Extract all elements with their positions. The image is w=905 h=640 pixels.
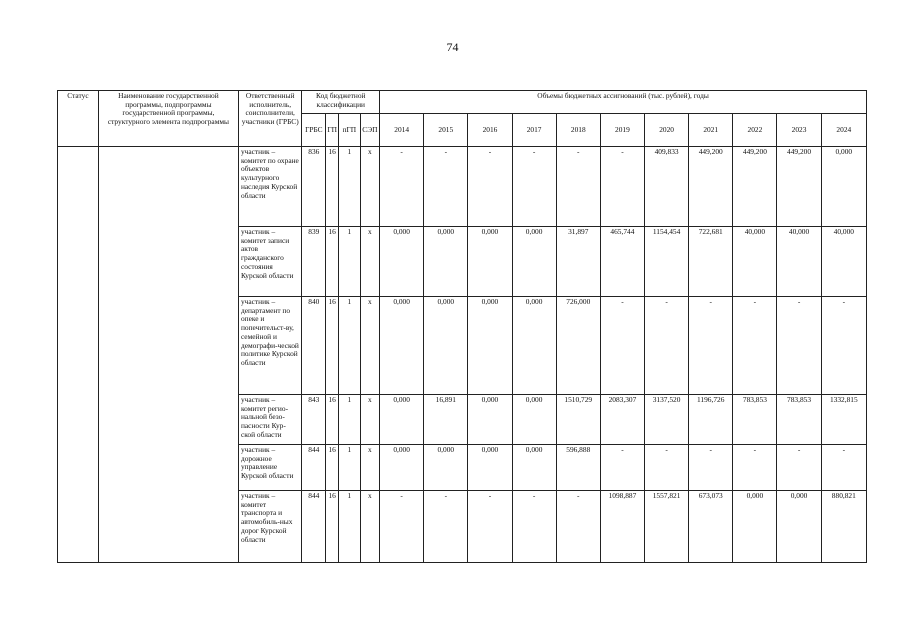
value-cell: 0,000 [512,297,556,395]
value-cell: 0,000 [512,445,556,491]
value-cell: - [645,297,689,395]
value-cell: 0,000 [380,297,424,395]
header-code-col: пГП [339,114,361,147]
value-cell: 449,200 [733,147,777,227]
header-budget-code: Код бюджетной классификации [302,91,380,114]
value-cell: 0,000 [777,491,821,563]
table-row [58,147,867,227]
value-cell: - [777,297,821,395]
value-cell: 16,891 [424,395,468,445]
value-cell: - [821,297,866,395]
value-cell: - [733,445,777,491]
value-cell: 880,821 [821,491,866,563]
header-row-1 [58,91,867,114]
code-cell: 16 [326,227,339,297]
code-cell: 16 [326,491,339,563]
header-year: 2017 [512,114,556,147]
value-cell: - [600,445,644,491]
value-cell: 0,000 [424,227,468,297]
header-code-col: СЭП [360,114,379,147]
header-year: 2023 [777,114,821,147]
value-cell: 0,000 [380,395,424,445]
value-cell: 1154,454 [645,227,689,297]
value-cell: 0,000 [512,227,556,297]
code-cell: 16 [326,395,339,445]
value-cell: 0,000 [468,297,512,395]
code-cell: х [360,491,379,563]
header-year: 2024 [821,114,866,147]
executor-cell: участник – комитет транспорта и автомобиль-ных дорог Курской области [238,491,302,563]
value-cell: 0,000 [468,395,512,445]
value-cell: 0,000 [424,445,468,491]
value-cell: - [777,445,821,491]
code-cell: 1 [339,227,361,297]
value-cell: 0,000 [468,227,512,297]
code-cell: х [360,297,379,395]
value-cell: 449,200 [777,147,821,227]
header-budget-volume: Объемы бюджетных ассигнований (тыс. рублей), годы [380,91,867,114]
table-body [58,147,867,563]
header-program-name: Наименование государственной программы, подпрограммы государственной программы, структурного элемента подпрограммы [98,91,238,147]
code-cell: 844 [302,445,326,491]
executor-cell: участник – дорожное управление Курской области [238,445,302,491]
code-cell: 16 [326,297,339,395]
value-cell: - [600,297,644,395]
value-cell: - [380,147,424,227]
code-cell: х [360,227,379,297]
code-cell: 1 [339,147,361,227]
value-cell: - [645,445,689,491]
value-cell: 1332,815 [821,395,866,445]
value-cell: 722,681 [689,227,733,297]
code-cell: х [360,395,379,445]
code-cell: 844 [302,491,326,563]
header-year: 2019 [600,114,644,147]
value-cell: - [556,147,600,227]
program-name-cell [98,147,238,563]
header-year: 2016 [468,114,512,147]
value-cell: 0,000 [821,147,866,227]
value-cell: 40,000 [821,227,866,297]
value-cell: 465,744 [600,227,644,297]
value-cell: 0,000 [380,227,424,297]
value-cell: - [600,147,644,227]
header-year: 2018 [556,114,600,147]
header-year: 2022 [733,114,777,147]
code-cell: 1 [339,297,361,395]
header-executor: Ответственный исполнитель, соисполнители, участники (ГРБС) [238,91,302,147]
value-cell: 0,000 [424,297,468,395]
value-cell: 0,000 [733,491,777,563]
header-year: 2021 [689,114,733,147]
value-cell: 2083,307 [600,395,644,445]
value-cell: 1196,726 [689,395,733,445]
code-cell: 1 [339,395,361,445]
value-cell: 783,853 [733,395,777,445]
page-number: 74 [446,40,459,54]
budget-allocation-table [57,90,867,563]
value-cell: 40,000 [777,227,821,297]
value-cell: 783,853 [777,395,821,445]
value-cell: - [424,147,468,227]
value-cell: - [556,491,600,563]
value-cell: 1557,821 [645,491,689,563]
value-cell: 726,000 [556,297,600,395]
code-cell: 16 [326,445,339,491]
value-cell: 31,897 [556,227,600,297]
value-cell: 409,833 [645,147,689,227]
value-cell: - [689,297,733,395]
code-cell: 16 [326,147,339,227]
value-cell: - [512,147,556,227]
value-cell: 449,200 [689,147,733,227]
code-cell: 1 [339,491,361,563]
value-cell: - [689,445,733,491]
value-cell: 0,000 [468,445,512,491]
code-cell: 843 [302,395,326,445]
value-cell: 596,888 [556,445,600,491]
value-cell: 0,000 [380,445,424,491]
status-cell [58,147,99,563]
header-code-col: ГП [326,114,339,147]
header-code-col: ГРБС [302,114,326,147]
code-cell: х [360,147,379,227]
code-cell: 840 [302,297,326,395]
executor-cell: участник – комитет по охране объектов культурного наследия Курской области [238,147,302,227]
executor-cell: участник – департамент по опеке и попечительст-ву, семейной и демографи-ческой политике Курской области [238,297,302,395]
value-cell: - [468,147,512,227]
header-year: 2020 [645,114,689,147]
header-year: 2015 [424,114,468,147]
value-cell: 0,000 [512,395,556,445]
value-cell: - [380,491,424,563]
value-cell: - [424,491,468,563]
value-cell: 1510,729 [556,395,600,445]
header-status: Статус [58,91,99,147]
executor-cell: участник – комитет регио-нальной безо-пасности Кур-ской области [238,395,302,445]
value-cell: - [733,297,777,395]
code-cell: 836 [302,147,326,227]
value-cell: - [821,445,866,491]
value-cell: 3137,520 [645,395,689,445]
header-year: 2014 [380,114,424,147]
value-cell: - [468,491,512,563]
code-cell: х [360,445,379,491]
code-cell: 839 [302,227,326,297]
value-cell: 1098,887 [600,491,644,563]
value-cell: 40,000 [733,227,777,297]
value-cell: - [512,491,556,563]
executor-cell: участник – комитет записи актов гражданского состояния Курской области [238,227,302,297]
value-cell: 673,073 [689,491,733,563]
code-cell: 1 [339,445,361,491]
